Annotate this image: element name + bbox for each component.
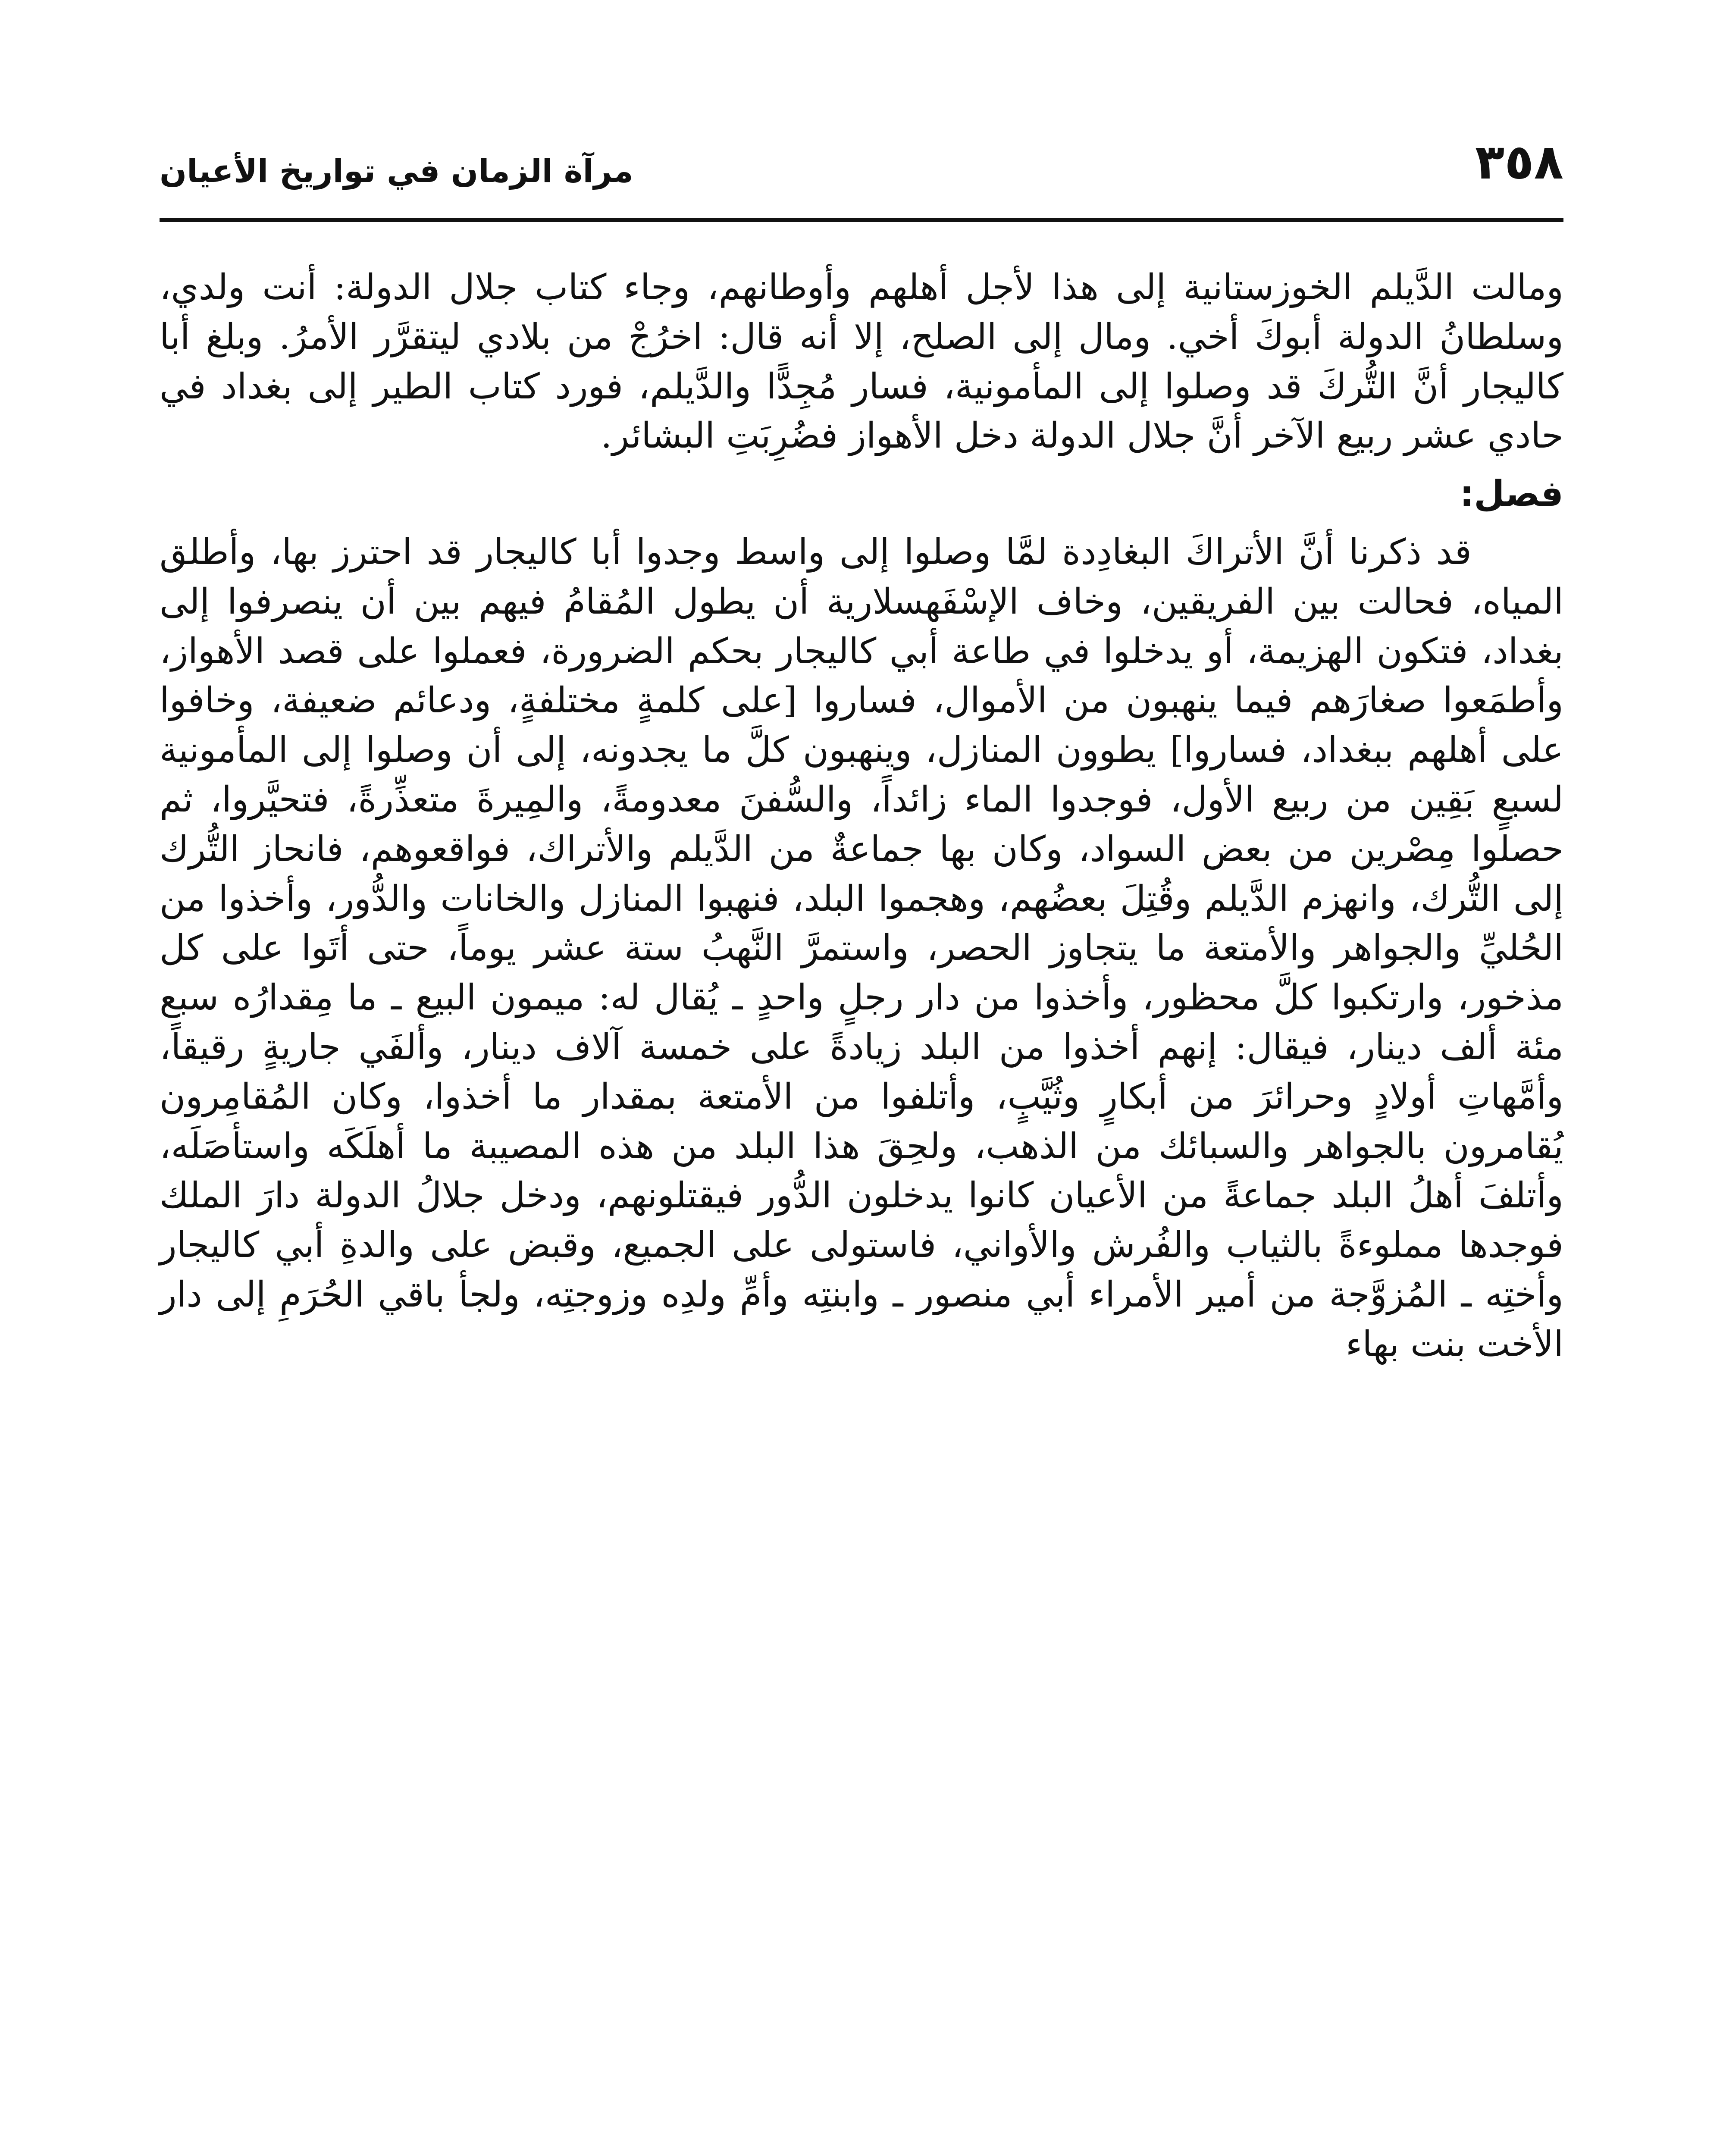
page-number: ٣٥٨ (1475, 134, 1563, 190)
page-header (160, 129, 1563, 250)
page-body (160, 263, 1563, 1369)
paragraph-2: قد ذكرنا أنَّ الأتراكَ البغادِدة لمَّا وصلوا إلى واسط وجدوا أبا كاليجار قد احترز بها، وأطلق المياه، فحالت بين الفريقين، وخاف الإسْفَهسلارية أن يطول المُقامُ فيهم بين أن ينصرفوا إلى بغداد، فتكون الهزيمة، أو يدخلوا في طاعة أبي كاليجار بحكم الضرورة، فعملوا على قصد الأهواز، وأطمَعوا صغارَهم فيما ينهبون من الأموال، فساروا [على كلمةٍ مختلفةٍ، ودعائم ضعيفة، وخافوا على أهلهم ببغداد، فساروا] يطوون المنازل، وينهبون كلَّ ما يجدونه، إلى أن وصلوا إلى المأمونية لسبعٍ بَقِين من ربيع الأول، فوجدوا الماء زائداً، والسُّفنَ معدومةً، والمِيرةَ متعذِّرةً، فتحيَّروا، ثم حصلوا مِصْرين من بعض السواد، وكان بها جماعةٌ من الدَّيلم والأتراك، فواقعوهم، فانحاز التُّرك إلى التُّرك، وانهزم الدَّيلم وقُتِلَ بعضُهم، وهجموا البلد، فنهبوا المنازل والخانات والدُّور، وأخذوا من الحُليِّ والجواهر والأمتعة ما يتجاوز الحصر، واستمرَّ النَّهبُ ستة عشر يوماً، حتى أتَوا على كل مذخور، وارتكبوا كلَّ محظور، وأخذوا من دار رجلٍ واحدٍ ـ يُقال له: ميمون البيع ـ ما مِقدارُه سبع مئة ألف دينار، فيقال: إنهم أخذوا من البلد زيادةً على خمسة آلاف دينار، وألفَي جاريةٍ رقيقاً، وأمَّهاتِ أولادٍ وحرائرَ من أبكارٍ وثُيَّبٍ، وأتلفوا من الأمتعة بمقدار ما أخذوا، وكان المُقامِرون يُقامرون بالجواهر والسبائك من الذهب، ولحِقَ هذا البلد من هذه المصيبة ما أهلَكَه واستأصَلَه، وأتلفَ أهلُ البلد جماعةً من الأعيان كانوا يدخلون الدُّور فيقتلونهم، ودخل جلالُ الدولة دارَ الملك فوجدها مملوءةً بالثياب والفُرش والأواني، فاستولى على الجميع، وقبض على والدةِ أبي كاليجار وأختِه ـ المُزوَّجة من أمير الأمراء أبي منصور ـ وابنتِه وأمِّ ولدِه وزوجتِه، ولجأ باقي الحُرَمِ إلى دار الأخت بنت بهاء (160, 531, 1563, 1365)
header-divider (160, 218, 1563, 222)
paragraph-1: ومالت الدَّيلم الخوزستانية إلى هذا لأجل أهلهم وأوطانهم، وجاء كتاب جلال الدولة: أنت ولدي، وسلطانُ الدولة أبوكَ أخي. ومال إلى الصلح، إلا أنه قال: اخرُجْ من بلادي ليتقرَّر الأمرُ. وبلغ أبا كاليجار أنَّ التُّركَ قد وصلوا إلى المأمونية، فسار مُجِدًّا والدَّيلم، فورد كتاب الطير إلى بغداد في حادي عشر ربيع الآخر أنَّ جلال الدولة دخل الأهواز فضُرِبَتِ البشائر. (160, 267, 1563, 457)
running-title: مرآة الزمان في تواريخ الأعيان (160, 153, 633, 190)
section-heading: فصل: (1460, 473, 1563, 515)
